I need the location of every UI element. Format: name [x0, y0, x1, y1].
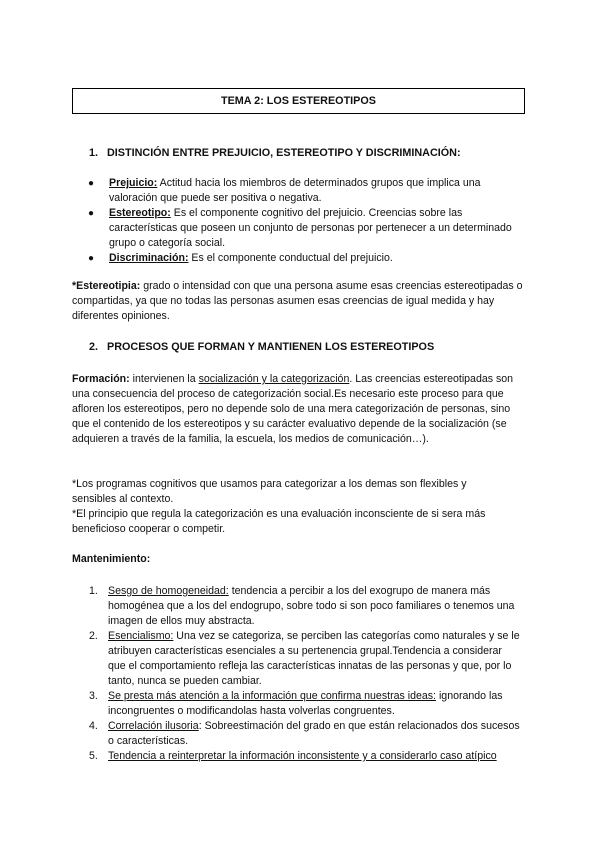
- section-1-heading-text: DISTINCIÓN ENTRE PREJUICIO, ESTEREOTIPO Y DISCRIMINACIÓN:: [107, 147, 461, 159]
- item-term: Sesgo de homogeneidad:: [108, 585, 229, 597]
- item-number: 2.: [89, 630, 98, 642]
- list-item: [72, 629, 522, 689]
- list-item: [72, 749, 522, 764]
- definition: Actitud hacia los miembros de determinados grupos que implica una valoración que puede ser positiva o negativa.: [109, 177, 481, 204]
- term: Prejuicio:: [109, 177, 158, 189]
- item-term: Se presta más atención a la información que confirma nuestras ideas:: [108, 690, 436, 702]
- page-title: TEMA 2: LOS ESTEREOTIPOS: [72, 88, 525, 114]
- section-1-heading: [89, 146, 461, 161]
- formacion-term: Formación:: [72, 373, 130, 385]
- item-number: 3.: [89, 690, 98, 702]
- note-text: grado o intensidad con que una persona asume esas creencias estereotipadas o compartidas, ya que no todas las personas asumen esas creencias de igual medida y hay diferentes opiniones.: [72, 280, 523, 322]
- estereotipia-note: [72, 279, 524, 324]
- item-text: : Sobreestimación del grado en que están relacionados dos sucesos o características.: [108, 720, 520, 747]
- mantenimiento-heading: [72, 552, 524, 567]
- section-2-number: 2.: [89, 341, 99, 353]
- formacion-post: . Las creencias estereotipadas son una consecuencia del proceso de categorización social.Es necesario este proceso para que afloren los estereotipos, pero no depende solo de una mera categorización de personas, sino que el contenido de los estereotipos y su carácter evaluativo depende de la socialización (se adquieren a través de la familia, la escuela, los medios de comunicación…).: [72, 373, 514, 445]
- definitions-list: [72, 176, 512, 266]
- item-text: ignorando las incongruentes o modificandolas hasta volverlas congruentes.: [108, 690, 503, 717]
- formacion-pre: intervienen la: [129, 373, 199, 385]
- note-2: *El principio que regula la categorización es una evaluación inconsciente de si sera más beneficioso cooperar o competir.: [72, 508, 486, 535]
- definition: Es el componente conductual del prejuicio.: [188, 252, 393, 264]
- item-text: tendencia a percibir a los del exogrupo de manera más homogénea que a los del endogrupo, sobre todo si son poco familiares o tenemos una imagen de ellos muy abstracta.: [108, 585, 515, 627]
- list-item: [72, 206, 512, 251]
- formacion-paragraph: [72, 372, 524, 447]
- list-item: [72, 689, 522, 719]
- bullet-icon: ●: [88, 253, 95, 264]
- section-2-heading: [89, 340, 434, 355]
- mantenimiento-list: [72, 584, 522, 764]
- item-number: 5.: [89, 750, 98, 762]
- item-term: Esencialismo:: [108, 630, 174, 642]
- term: Estereotipo:: [109, 207, 171, 219]
- list-item: [72, 584, 522, 629]
- definition: Es el componente cognitivo del prejuicio. Creencias sobre las características que poseen un conjunto de personas por pertenecer a un determinado grupo o categoría social.: [109, 207, 512, 249]
- list-item: [72, 719, 522, 749]
- item-term: Correlación ilusoria: [108, 720, 199, 732]
- formacion-underlined: socialización y la categorización: [198, 373, 350, 385]
- item-term: Tendencia a reinterpretar la información inconsistente y a considerarlo caso atípico: [108, 750, 497, 762]
- item-number: 4.: [89, 720, 98, 732]
- item-text: Una vez se categoriza, se perciben las categorías como naturales y se le atribuyen características esenciales a su pertenencia grupal.Tendencia a considerar que el comportamiento refleja las características innatas de las personas y que, por lo tanto, nunca se pueden cambiar.: [108, 630, 520, 687]
- term: Discriminación:: [109, 252, 189, 264]
- note-1: *Los programas cognitivos que usamos para categorizar a los demas son flexibles y sensibles al contexto.: [72, 478, 467, 505]
- list-item: [72, 251, 512, 266]
- section-2-heading-text: PROCESOS QUE FORMAN Y MANTIENEN LOS ESTEREOTIPOS: [107, 341, 435, 353]
- section-1-number: 1.: [89, 147, 99, 159]
- bullet-icon: ●: [88, 178, 95, 189]
- item-number: 1.: [89, 585, 98, 597]
- note-term: *Estereotipia:: [72, 280, 141, 292]
- bullet-icon: ●: [88, 208, 95, 219]
- mantenimiento-label: Mantenimiento:: [72, 553, 151, 565]
- list-item: [72, 176, 512, 206]
